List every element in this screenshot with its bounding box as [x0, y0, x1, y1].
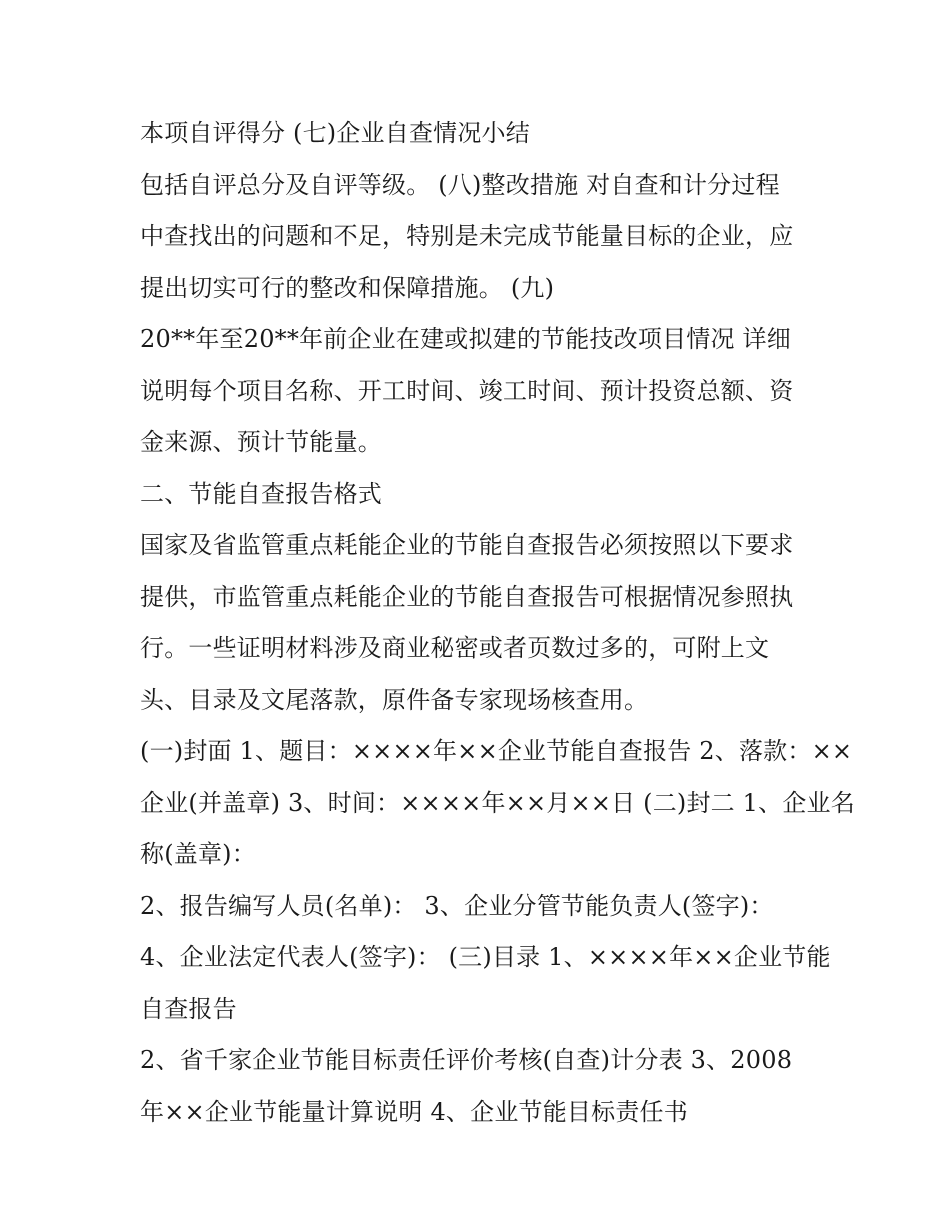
text-line: 包括自评总分及自评等级。 (八)整改措施 对自查和计分过程 — [140, 170, 780, 199]
text-line: 中查找出的问题和不足，特别是未完成节能量目标的企业，应 — [140, 222, 794, 250]
text-line: 提供，市监管重点耗能企业的节能自查报告可根据情况参照执 — [140, 582, 794, 611]
text-line: 企业(并盖章) 3、时间：××××年××月××日 (二)封二 1、企业名 — [140, 788, 855, 817]
text-line: 自查报告 — [140, 994, 237, 1023]
document-body — [140, 108, 855, 1138]
text-line: 20**年至20**年前企业在建或拟建的节能技改项目情况 详细 — [140, 325, 791, 353]
text-line: 2、报告编写人员(名单)： 3、企业分管节能负责人(签字)： — [140, 891, 774, 920]
text-line: (一)封面 1、题目：××××年××企业节能自查报告 2、落款：×× — [140, 737, 853, 765]
section-heading: 二、节能自查报告格式 — [140, 479, 382, 508]
text-line: 行。一些证明材料涉及商业秘密或者页数过多的，可附上文 — [140, 634, 770, 662]
text-line: 头、目录及文尾落款，原件备专家现场核查用。 — [140, 685, 649, 714]
text-line: 4、企业法定代表人(签字)： (三)目录 1、××××年××企业节能 — [140, 943, 831, 971]
text-line: 说明每个项目名称、开工时间、竣工时间、预计投资总额、资 — [140, 376, 794, 405]
text-line: 金来源、预计节能量。 — [140, 428, 382, 456]
text-line: 提出切实可行的整改和保障措施。 (九) — [140, 273, 555, 302]
text-line: 国家及省监管重点耗能企业的节能自查报告必须按照以下要求 — [140, 531, 794, 559]
text-line: 2、省千家企业节能目标责任评价考核(自查)计分表 3、2008 — [140, 1046, 793, 1074]
text-line: 本项自评得分 (七)企业自查情况小结 — [140, 119, 530, 147]
text-line: 称(盖章)： — [140, 840, 256, 868]
text-line: 年××企业节能量计算说明 4、企业节能目标责任书 — [140, 1097, 688, 1126]
